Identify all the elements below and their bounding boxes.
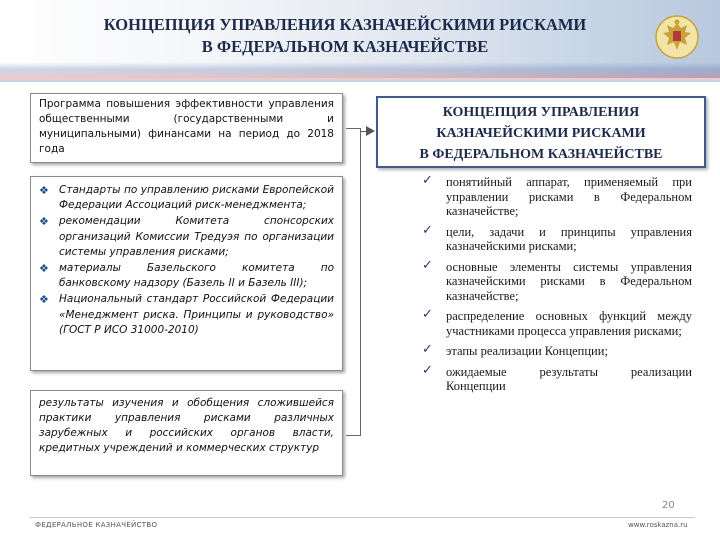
- list-item: ❖ Стандарты по управлению рисками Европейской Федерации Ассоциаций риск-менеджмента;: [39, 184, 334, 212]
- page-number: 20: [662, 500, 675, 511]
- results-text: результаты изучения и обобщения сложившейся практики управления рисками различных зарубежных и российских органов власти, кредитных учреждений и коммерческих структур: [39, 397, 334, 454]
- checkmark-icon: ✓: [422, 342, 433, 357]
- list-item: ❖ Национальный стандарт Российской Федерации «Менеджмент риска. Принципы и руководство» (ГОСТ Р ИСО 31000-2010): [39, 293, 334, 336]
- checkmark-icon: ✓: [422, 307, 433, 322]
- checkmark-icon: ✓: [422, 173, 433, 188]
- concept-title-box: [376, 96, 706, 168]
- list-item: ✓ распределение основных функций между участниками процесса управления рисками;: [422, 307, 692, 338]
- program-text: Программа повышения эффективности управления общественными (государственными и муниципальными) финансами на период до 2018 года: [39, 98, 334, 155]
- program-box: [30, 93, 343, 163]
- header-divider: [0, 80, 720, 82]
- page-title-line-1: КОНЦЕПЦИЯ УПРАВЛЕНИЯ КАЗНАЧЕЙСКИМИ РИСКАМИ: [103, 15, 587, 34]
- checkmark-icon: ✓: [422, 257, 433, 273]
- checkmark-icon: ✓: [422, 222, 433, 238]
- footer-divider: [30, 517, 695, 518]
- results-box: [30, 390, 343, 476]
- concept-title-line-3: В ФЕДЕРАЛЬНОМ КАЗНАЧЕЙСТВЕ: [419, 147, 663, 162]
- list-item: ✓ цели, задачи и принципы управления казначейскими рисками;: [422, 222, 692, 253]
- flag-stripe-decoration: [0, 62, 720, 80]
- standards-box: [30, 176, 343, 371]
- checkmark-icon: ✓: [422, 362, 433, 378]
- concept-title-line-1: КОНЦЕПЦИЯ УПРАВЛЕНИЯ: [442, 105, 640, 120]
- list-item: ✓ ожидаемые результаты реализации Концепции: [422, 362, 692, 393]
- diamond-bullet-icon: ❖: [39, 215, 49, 229]
- connector-bracket: [346, 128, 361, 436]
- page-title-line-2: В ФЕДЕРАЛЬНОМ КАЗНАЧЕЙСТВЕ: [201, 37, 489, 56]
- standards-list: [39, 183, 334, 338]
- connector-arrow-icon: [366, 126, 375, 136]
- concept-contents-list: [414, 175, 692, 400]
- page-title: [40, 14, 650, 58]
- list-item: ❖ рекомендации Комитета спонсорских организаций Комиссии Тредуэя по организации системы управления рисками;: [39, 215, 334, 258]
- list-item: ✓ понятийный аппарат, применяемый при управлении рисками в Федеральном казначействе;: [422, 173, 692, 218]
- diamond-bullet-icon: ❖: [39, 262, 49, 276]
- diamond-bullet-icon: ❖: [39, 293, 49, 307]
- double-headed-eagle-emblem-icon: [654, 14, 700, 60]
- list-item: ❖ материалы Базельского комитета по банковскому надзору (Базель II и Базель III);: [39, 262, 334, 290]
- footer-website-link[interactable]: www.roskazna.ru: [628, 521, 688, 529]
- footer-organization: ФЕДЕРАЛЬНОЕ КАЗНАЧЕЙСТВО: [35, 521, 158, 529]
- concept-title-line-2: КАЗНАЧЕЙСКИМИ РИСКАМИ: [436, 126, 646, 141]
- list-item: ✓ основные элементы системы управления казначейскими рисками в Федеральном казначействе;: [422, 257, 692, 303]
- diamond-bullet-icon: ❖: [39, 184, 49, 197]
- list-item: ✓ этапы реализации Концепции;: [422, 342, 608, 358]
